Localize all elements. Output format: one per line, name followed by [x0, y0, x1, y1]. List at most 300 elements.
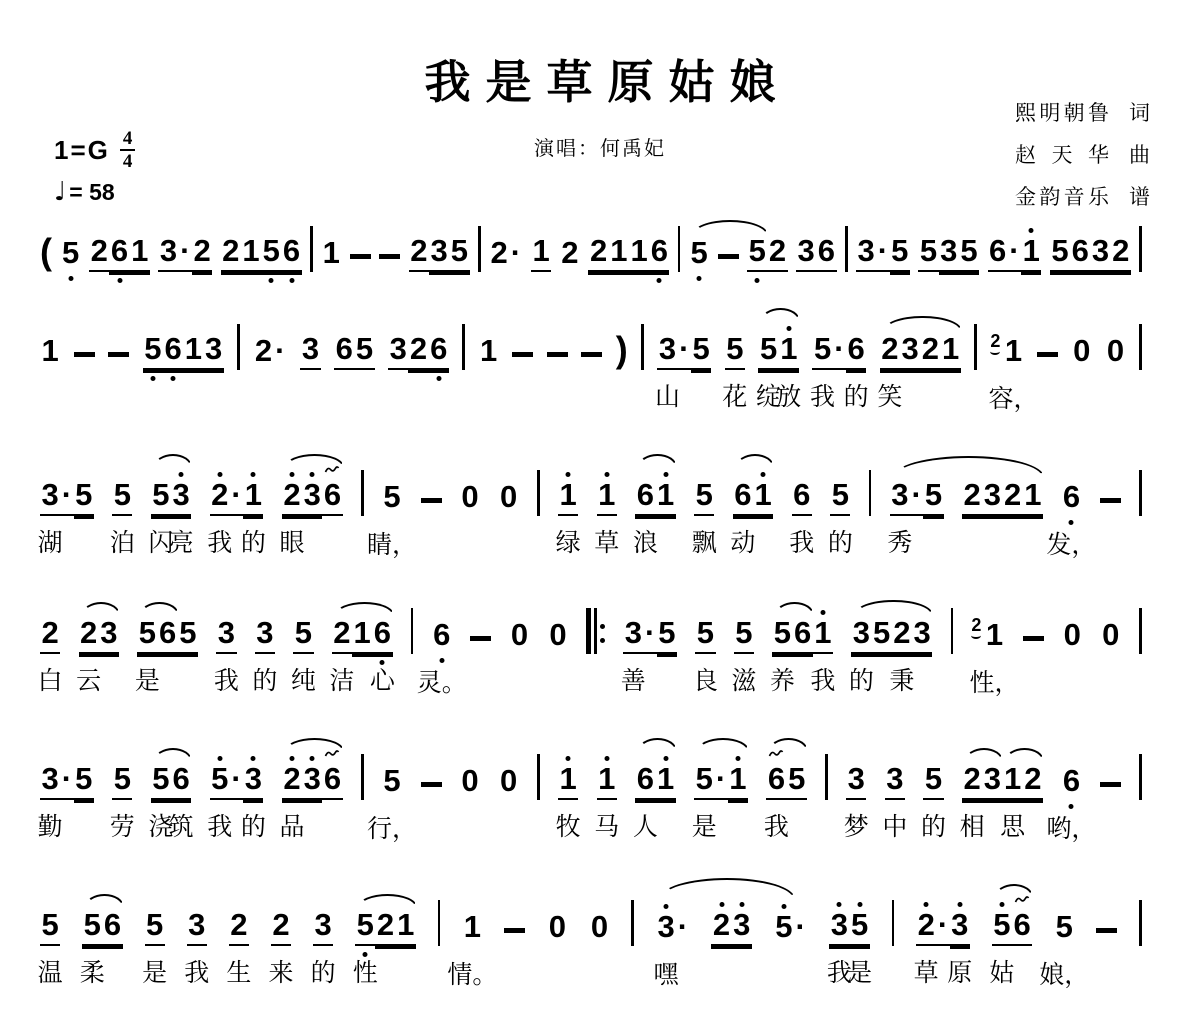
- barline: [678, 226, 681, 272]
- note-digit: 3: [302, 478, 322, 516]
- note-group: [843, 761, 869, 841]
- duration-dash: [421, 782, 442, 787]
- duration-dash: [718, 254, 739, 259]
- duration-dash: [512, 352, 533, 357]
- lyric-syllable: 的: [310, 960, 336, 987]
- lyric-syllable: 草: [594, 530, 620, 557]
- barline: [310, 226, 313, 272]
- note-digit: 1: [241, 234, 261, 272]
- augmentation-dot: ·: [876, 234, 889, 272]
- lyric-syllable: 思: [1000, 814, 1026, 841]
- note-digit: 5 睛，: [367, 479, 418, 559]
- note-digit: 5: [261, 234, 281, 272]
- note-digit: 6: [102, 908, 122, 946]
- note-digit: 3 秀: [887, 477, 913, 557]
- lyric-syllable: 生: [226, 960, 252, 987]
- slur-arc: [154, 454, 193, 467]
- slur-arc: [358, 894, 417, 907]
- barline: [361, 470, 364, 516]
- note-digit: 5: [657, 616, 677, 654]
- note-digit: 5 飘: [691, 477, 717, 557]
- slur-arc: [659, 878, 795, 899]
- note-digit: 6 动: [730, 477, 756, 557]
- note-group: [143, 332, 224, 370]
- lyric-syllable: 我: [184, 960, 210, 987]
- note-digit: 6: [1012, 908, 1032, 946]
- augmentation-dot: ·: [910, 478, 923, 516]
- mordent-icon: [325, 748, 340, 758]
- note-group: [711, 908, 752, 946]
- note-digit: 2: [767, 234, 787, 272]
- lyric-syllable: 牧: [555, 814, 581, 841]
- note-digit: 5: [60, 236, 80, 272]
- slur-arc: [736, 454, 775, 467]
- note-digit: 5: [918, 234, 938, 272]
- grace-note: 2: [971, 616, 981, 634]
- barline: [1139, 900, 1142, 946]
- note-group: [789, 477, 815, 557]
- lyric-syllable: 原: [947, 960, 973, 987]
- duration-dash: [1023, 636, 1044, 641]
- note-digit: 6 发，: [1046, 479, 1097, 559]
- octave-dot-high: [735, 756, 740, 761]
- note-digit: 5 我: [810, 331, 836, 411]
- note-group: [207, 761, 266, 841]
- note-group: [1046, 479, 1097, 559]
- lyric-syllable: 白: [37, 668, 63, 695]
- barline: [537, 470, 540, 516]
- note-group: [60, 236, 80, 272]
- lyric-syllable: 湖: [37, 530, 63, 557]
- lyric-syllable: 我: [789, 530, 815, 557]
- note-digit: 3 的: [243, 762, 263, 800]
- barline: [1139, 324, 1142, 370]
- duration-dash: [1100, 498, 1121, 503]
- note-digit: 2 生: [226, 907, 252, 987]
- octave-dot-high: [761, 472, 766, 477]
- phrase-paren: (: [40, 231, 52, 272]
- slur-arc: [854, 600, 933, 615]
- note-digit: 5: [890, 234, 910, 272]
- note-group: [37, 907, 63, 987]
- note-digit: 3: [900, 332, 920, 370]
- note-digit: 3 善: [620, 615, 646, 695]
- note-digit: 5 是: [849, 908, 869, 946]
- augmentation-dot: ·: [795, 909, 806, 944]
- lyric-syllable: 我: [763, 814, 789, 841]
- note-digit: 5: [689, 236, 709, 272]
- octave-dot-high: [251, 472, 256, 477]
- note-digit: 5 性: [352, 907, 378, 987]
- octave-dot-low: [68, 276, 73, 281]
- note-group: [310, 907, 336, 987]
- octave-dot-high: [924, 902, 929, 907]
- note-group: [620, 615, 677, 695]
- note-digit: 0: [499, 479, 518, 514]
- note-group: [691, 477, 717, 557]
- note-group: [89, 234, 150, 272]
- barline: [438, 900, 441, 946]
- augmentation-dot: ·: [833, 332, 846, 370]
- note-digit: 5: [74, 762, 94, 800]
- note-digit: 2: [1002, 478, 1022, 516]
- note-digit: 2 我: [210, 478, 230, 516]
- octave-dot-high: [604, 756, 609, 761]
- note-digit: 1: [609, 234, 629, 272]
- note-digit: 2: [490, 235, 508, 270]
- lyric-syllable: 浪: [632, 530, 658, 557]
- lyric-syllable: 劳: [109, 814, 135, 841]
- barline: [537, 754, 540, 800]
- note-digit: 2: [221, 234, 241, 272]
- lyric-syllable: 洁: [329, 668, 355, 695]
- barline: [869, 470, 872, 516]
- slur-arc: [761, 308, 800, 321]
- augmentation-dot: ·: [1008, 234, 1021, 272]
- lyric-syllable: 笑: [877, 384, 903, 411]
- slur-arc: [883, 316, 962, 331]
- octave-dot-high: [217, 756, 222, 761]
- note-digit: 6 人: [632, 761, 658, 841]
- note-digit: 2: [409, 234, 429, 272]
- note-digit: 3: [300, 332, 320, 370]
- note-digit: 3: [856, 234, 876, 272]
- barline: [641, 324, 644, 370]
- note-group: [388, 332, 449, 370]
- augmentation-dot: ·: [643, 616, 656, 654]
- lyric-syllable: 滋: [731, 668, 757, 695]
- augmentation-dot: ·: [230, 478, 243, 516]
- note-digit: 2 云: [76, 615, 102, 695]
- note-digit: 5: [774, 910, 794, 946]
- note-digit: 1 的: [243, 478, 263, 516]
- note-digit: 1: [322, 235, 340, 270]
- note-digit: 5 纯: [290, 615, 316, 695]
- lyric-syllable: 温: [37, 960, 63, 987]
- grace-slur-icon: [971, 632, 981, 639]
- note-group: [913, 907, 973, 987]
- note-digit: 0: [590, 909, 609, 944]
- note-digit: 2 笑: [877, 331, 903, 411]
- lyric-syllable: 的: [240, 530, 266, 557]
- note-group: [479, 334, 499, 370]
- note-digit: 3 原: [950, 908, 970, 946]
- lyric-syllable: 我: [207, 530, 233, 557]
- lyric-syllable: 我: [207, 814, 233, 841]
- note-digit: 0: [1073, 333, 1091, 368]
- note-digit: 6 我: [789, 477, 815, 557]
- note-digit: 5 良: [692, 615, 718, 695]
- note-group: [1039, 909, 1090, 989]
- slur-arc: [82, 602, 121, 615]
- note-digit: 5 滋: [731, 615, 757, 695]
- note-digit: 3 的: [310, 907, 336, 987]
- note-group: [653, 909, 690, 989]
- note-group: [756, 331, 802, 411]
- note-digit: 1: [728, 762, 748, 800]
- note-digit: 5 劳: [109, 761, 135, 841]
- note-digit: 6: [334, 332, 354, 370]
- note-digit: 5 娘，: [1039, 909, 1090, 989]
- lyric-syllable: 闪: [148, 530, 174, 557]
- lyric-syllable: 中: [882, 814, 908, 841]
- note-group: [509, 618, 529, 654]
- score-line-6: [37, 898, 1142, 989]
- mordent-icon: [1015, 894, 1030, 904]
- lyric-syllable: 绽: [756, 384, 782, 411]
- note-digit: 1 情。: [447, 909, 498, 989]
- lyric-syllable: 筑: [168, 814, 194, 841]
- note-digit: 3 嘿: [656, 910, 676, 946]
- note-digit: 2: [711, 908, 731, 946]
- slur-arc: [638, 738, 677, 751]
- note-group: [730, 477, 774, 557]
- note-group: [79, 907, 123, 987]
- barline: [237, 324, 240, 370]
- note-digit: 5: [143, 332, 163, 370]
- lyric-syllable: 情。: [447, 962, 498, 989]
- note-group: [882, 761, 908, 841]
- note-digit: 1: [656, 762, 676, 800]
- note-group: [207, 477, 266, 557]
- note-digit: 1 草: [597, 478, 617, 516]
- note-digit: 1: [396, 908, 416, 946]
- lyric-syllable: 的: [252, 668, 278, 695]
- note-digit: 3 山: [654, 331, 680, 411]
- octave-dot-high: [663, 472, 668, 477]
- note-digit: 5 泊: [109, 477, 135, 557]
- note-digit: 5: [872, 616, 892, 654]
- lyric-syllable: 行，: [367, 816, 418, 843]
- slur-arc: [775, 602, 814, 615]
- lyric-syllable: 相: [959, 814, 985, 841]
- tempo-value: = 58: [69, 178, 115, 205]
- note-digit: 2: [1111, 234, 1131, 272]
- lyric-syllable: 心: [369, 668, 395, 695]
- lyric-syllable: 的: [240, 814, 266, 841]
- lyric-syllable: 来: [268, 960, 294, 987]
- song-title: 我是草原姑娘: [424, 57, 791, 108]
- note-group: [489, 236, 523, 272]
- slur-arc: [1005, 748, 1044, 761]
- lyric-syllable: 的: [827, 530, 853, 557]
- note-digit: 6 浪: [632, 477, 658, 557]
- lyric-syllable: 花: [722, 384, 748, 411]
- note-group: [334, 332, 375, 370]
- note-group: [300, 332, 320, 370]
- lyric-syllable: 姑: [989, 960, 1015, 987]
- note-digit: 5 浇: [148, 761, 174, 841]
- note-digit: 2: [254, 333, 273, 368]
- duration-dash: [350, 254, 371, 259]
- score-line-4: [37, 606, 1142, 697]
- octave-dot-low: [289, 278, 294, 283]
- note-digit: 5 花: [722, 331, 748, 411]
- lyric-syllable: 的: [843, 384, 869, 411]
- note-digit: 1: [41, 333, 59, 368]
- note-group: [731, 615, 757, 695]
- augmentation-dot: ·: [677, 909, 689, 944]
- note-digit: 3 我: [213, 615, 239, 695]
- lyric-syllable: 秉: [889, 668, 915, 695]
- note-digit: 6: [793, 616, 813, 654]
- note-group: [848, 615, 932, 695]
- note-group: [1062, 618, 1082, 654]
- note-digit: 0: [461, 479, 479, 514]
- note-group: [252, 615, 278, 695]
- lyric-syllable: 是: [142, 960, 168, 987]
- note-group: [763, 761, 807, 841]
- note-digit: 6 哟，: [1046, 763, 1097, 843]
- octave-dot-low: [117, 278, 122, 283]
- note-group: [747, 234, 788, 272]
- note-digit: 0: [548, 909, 566, 944]
- note-group: [76, 615, 120, 695]
- slur-arc: [335, 602, 394, 615]
- note-group: [918, 234, 979, 272]
- note-digit: 1 容，: [988, 333, 1039, 413]
- octave-dot-high: [781, 904, 786, 909]
- augmentation-dot: ·: [275, 333, 286, 368]
- note-group: [654, 331, 711, 411]
- lyric-syllable: 睛，: [367, 532, 418, 559]
- note-digit: 6 我: [766, 762, 786, 800]
- lyric-syllable: 哟，: [1046, 816, 1097, 843]
- barline: [361, 754, 364, 800]
- note-group: [253, 334, 287, 370]
- note-group: [367, 479, 418, 559]
- lyric-syllable: 娘，: [1039, 962, 1090, 989]
- octave-dot-low: [436, 376, 441, 381]
- lyric-syllable: 的: [920, 814, 946, 841]
- note-digit: 5 行，: [367, 763, 418, 843]
- note-group: [959, 761, 1043, 841]
- note-group: [589, 910, 609, 946]
- note-digit: 1: [753, 478, 773, 516]
- note-digit: 2: [561, 235, 579, 270]
- note-digit: 6: [158, 616, 178, 654]
- note-digit: 3: [982, 762, 1002, 800]
- note-group: [689, 236, 709, 272]
- note-group: [877, 331, 961, 411]
- note-group: [632, 477, 676, 557]
- note-group: [409, 234, 470, 272]
- octave-dot-high: [857, 902, 862, 907]
- lyric-syllable: 眼: [279, 530, 305, 557]
- note-digit: 2 秉: [889, 615, 915, 695]
- lyric-syllable: 我: [810, 668, 836, 695]
- note-group: [109, 761, 135, 841]
- lyric-syllable: 勤: [37, 814, 63, 841]
- augmentation-dot: ·: [714, 762, 727, 800]
- note-group: [148, 477, 194, 557]
- note-digit: 0: [1102, 617, 1120, 652]
- note-group: [134, 615, 198, 695]
- grace-slur-icon: [990, 348, 1000, 355]
- lyric-syllable: 容，: [988, 386, 1039, 413]
- lyric-syllable: 是: [134, 668, 160, 695]
- note-group: [460, 764, 480, 800]
- note-digit: 1: [656, 478, 676, 516]
- note-digit: 3 亮: [171, 478, 191, 516]
- octave-dot-high: [957, 902, 962, 907]
- octave-dot-low: [657, 278, 662, 283]
- note-digit: 5 我: [210, 762, 230, 800]
- octave-dot-high: [837, 902, 842, 907]
- note-digit: 6: [109, 234, 129, 272]
- lyric-syllable: 性: [352, 960, 378, 987]
- note-group: [1072, 334, 1092, 370]
- note-digit: 3 勤: [37, 761, 63, 841]
- note-digit: 2 眼: [282, 478, 302, 516]
- quarter-note-icon: ♩: [54, 177, 67, 207]
- note-group: [460, 480, 480, 516]
- duration-dash: [470, 636, 491, 641]
- note-digit: 3: [388, 332, 408, 370]
- note-digit: 1: [183, 332, 203, 370]
- note-digit: 2: [192, 234, 212, 272]
- note-digit: 2 白: [37, 615, 63, 695]
- note-group: [416, 617, 467, 697]
- note-group: [290, 615, 316, 695]
- repeat-sign: [586, 608, 605, 654]
- note-group: [37, 761, 94, 841]
- barline: [974, 324, 977, 370]
- note-group: [268, 907, 294, 987]
- grace-note: 2: [990, 332, 1000, 350]
- note-digit: 5: [959, 234, 979, 272]
- note-digit: 5 柔: [79, 907, 105, 987]
- note-digit: 1: [352, 616, 372, 654]
- note-digit: 6: [429, 332, 449, 370]
- note-digit: 2: [962, 478, 982, 516]
- note-group: [447, 909, 498, 989]
- lyric-syllable: 云: [76, 668, 102, 695]
- note-group: [887, 477, 944, 557]
- note-group: [594, 477, 620, 557]
- note-digit: 2: [1023, 762, 1043, 800]
- octave-dot-high: [179, 472, 184, 477]
- note-digit: 3: [912, 616, 932, 654]
- lyric-syllable: 人: [632, 814, 658, 841]
- note-digit: 6 心: [369, 615, 395, 695]
- note-group: [826, 907, 873, 987]
- slur-arc: [140, 602, 179, 615]
- score-line-3: [37, 468, 1142, 559]
- note-digit: 6: [322, 478, 342, 516]
- lyric-syllable: 发，: [1046, 532, 1097, 559]
- barline: [951, 608, 954, 654]
- note-digit: 1 马: [597, 762, 617, 800]
- barline: [892, 900, 895, 946]
- note-digit: 1: [1023, 478, 1043, 516]
- lyric-syllable: 放: [776, 384, 802, 411]
- note-group: [279, 761, 343, 841]
- note-digit: 1: [130, 234, 150, 272]
- octave-dot-high: [251, 756, 256, 761]
- octave-dot-low: [697, 276, 702, 281]
- note-group: [498, 480, 518, 516]
- duration-dash: [421, 498, 442, 503]
- note-digit: 5: [923, 478, 943, 516]
- note-digit: 0: [1106, 333, 1125, 368]
- note-group: [498, 764, 518, 800]
- note-digit: 6: [1070, 234, 1090, 272]
- lyric-syllable: 养: [769, 668, 795, 695]
- note-digit: 5 是: [691, 761, 717, 841]
- lyric-syllable: 浇: [148, 814, 174, 841]
- note-digit: 3: [732, 908, 752, 946]
